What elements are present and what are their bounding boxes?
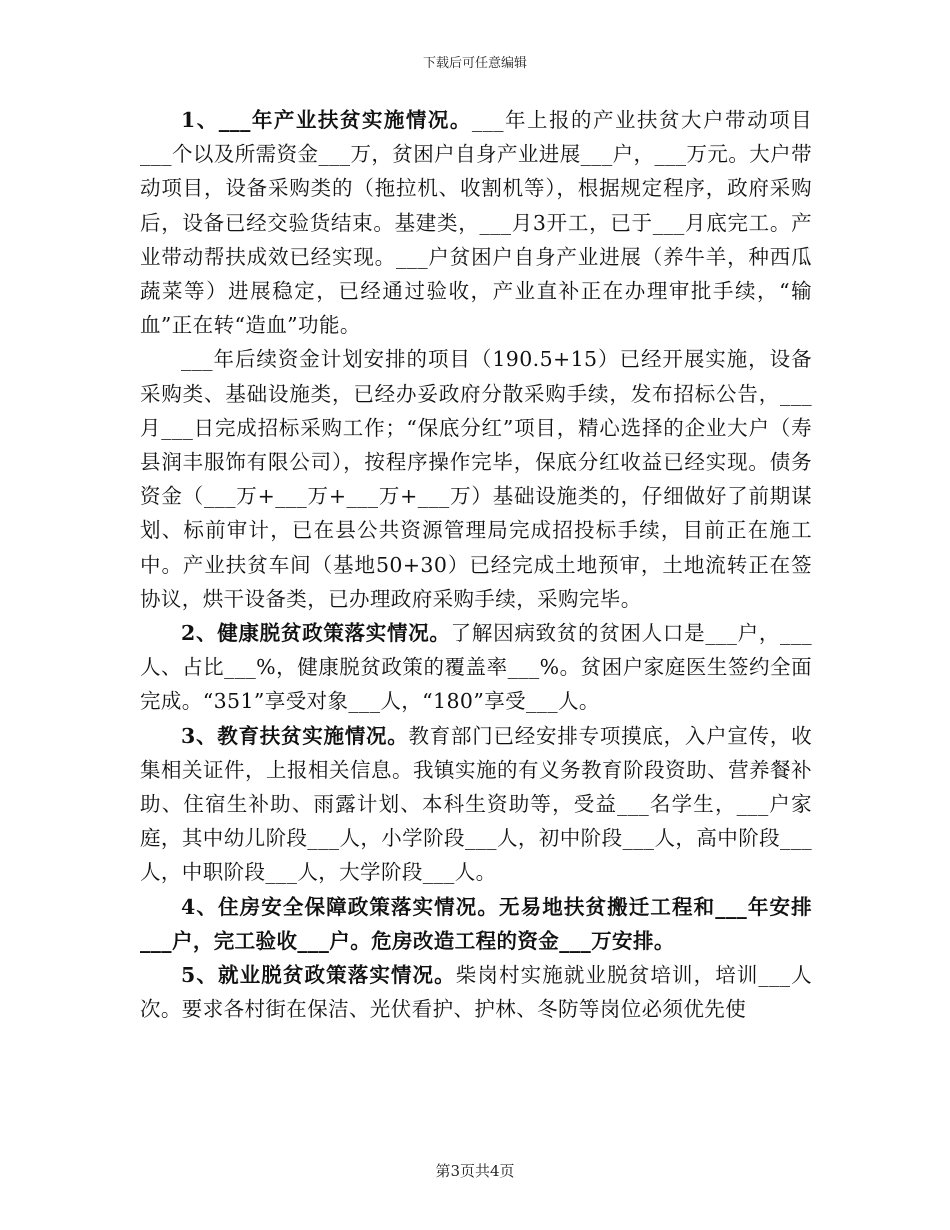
paragraph-text: ___年后续资金计划安排的项目（190.5+15）已经开展实施，设备采购类、基础设施类，已经办妥政府分散采购手续，发布招标公告，___月___日完成招标采购工作；“保底分红”项目，精心选择的企业大户（寿县润丰服饰有限公司），按程序操作完毕，保底分红收益已经实现。债务资金（___万+___万+___万+___万）基础设施类的，仔细做好了前期谋划、标前审计，已在县公共资源管理局完成招投标手续，目前正在施工中。产业扶贫车间（基地50+30）已经完成土地预审，土地流转正在签协议，烘干设备类，已办理政府采购手续，采购完毕。 <box>140 347 812 611</box>
paragraph-text: 教育部门已经安排专项摸底，入户宣传，收集相关证件，上报相关信息。我镇实施的有义务教育阶段资助、营养餐补助、住宿生补助、雨露计划、本科生资助等，受益___名学生，___户家庭，其中幼儿阶段___人，小学阶段___人，初中阶段___人，高中阶段___人，中职阶段___人，大学阶段___人。 <box>140 723 812 885</box>
paragraph-text: ___年上报的产业扶贫大户带动项目___个以及所需资金___万，贫困户自身产业进展___户，___万元。大户带动项目，设备采购类的（拖拉机、收割机等），根据规定程序，政府采购后，设备已经交验货结束。基建类，___月3开工，已于___月底完工。产业带动帮扶成效已经实现。___户贫困户自身产业进展（养牛羊，种西瓜蔬菜等）进展稳定，已经通过验收，产业直补正在办理审批手续，“输血”正在转“造血”功能。 <box>140 108 812 338</box>
paragraph-heading: 3、教育扶贫实施情况。 <box>181 723 409 748</box>
paragraph-heading: 5、就业脱贫政策落实情况。 <box>181 963 456 988</box>
paragraph-heading: 4、住房安全保障政策落实情况。无易地扶贫搬迁工程和___年安排___户，完工验收___户。危房改造工程的资金___万安排。 <box>140 894 812 953</box>
paragraph-heading: 2、健康脱贫政策落实情况。 <box>181 621 451 646</box>
paragraph-housing-policy <box>140 890 812 958</box>
paragraph-heading: 1、___年产业扶贫实施情况。 <box>181 108 472 132</box>
paragraph-follow-up-funds <box>140 342 812 616</box>
paragraph-health-policy <box>140 616 812 719</box>
paragraph-industry-poverty-relief <box>140 103 812 342</box>
page-number: 第3页共4页 <box>435 1162 515 1180</box>
paragraph-text: 了解因病致贫的贫困人口是___户，___人、占比___%，健康脱贫政策的覆盖率___%。贫困户家庭医生签约全面完成。“351”享受对象___人，“180”享受___人。 <box>140 621 812 714</box>
page-header: 下载后可任意编辑 <box>422 56 527 71</box>
paragraph-employment-policy <box>140 958 812 1026</box>
paragraph-education-policy <box>140 719 812 890</box>
paragraph-text: 柴岗村实施就业脱贫培训，培训___人次。要求各村街在保洁、光伏看护、护林、冬防等岗位必须优先使 <box>140 963 813 1022</box>
document-body <box>140 103 812 1026</box>
